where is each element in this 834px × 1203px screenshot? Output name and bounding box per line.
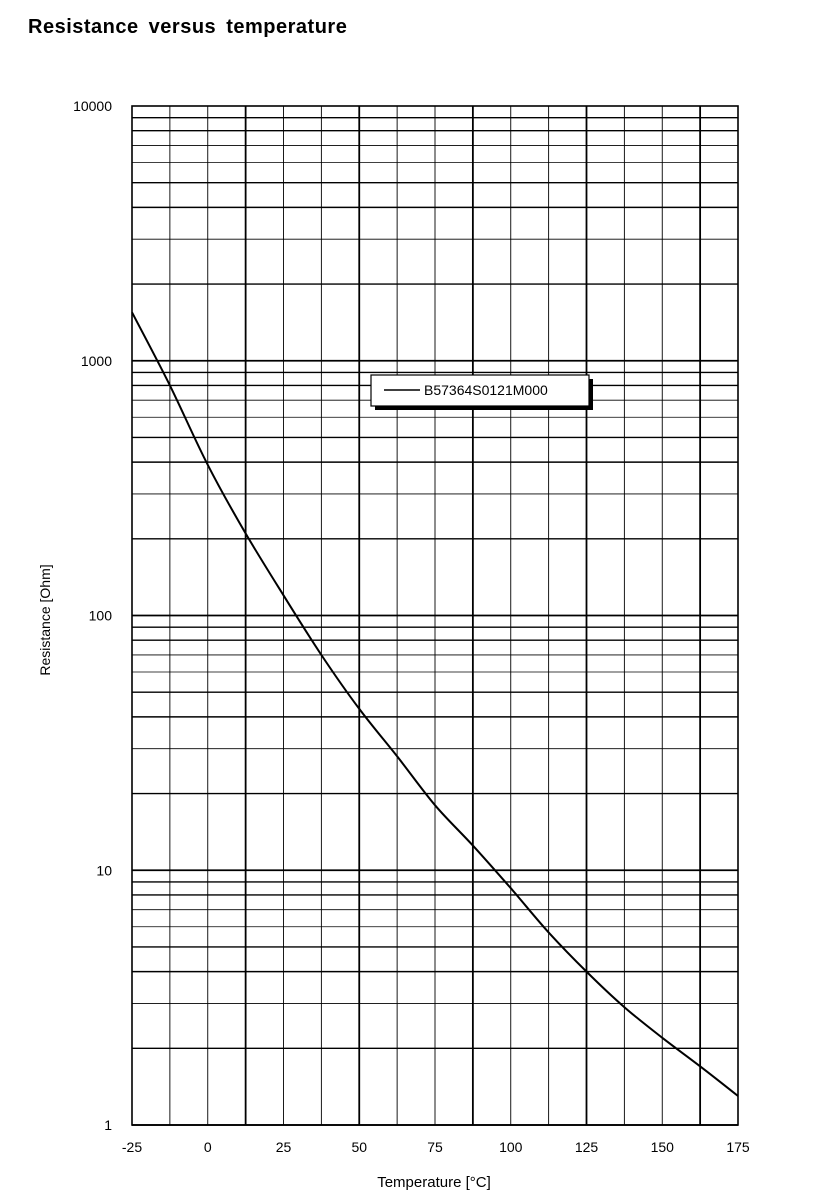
x-tick-label: 50: [351, 1139, 368, 1155]
legend: [371, 375, 593, 410]
x-tick-label: 125: [574, 1139, 599, 1155]
y-tick-label: 1: [104, 1117, 112, 1133]
y-tick-label: 10: [96, 862, 112, 879]
y-tick-label: 10000: [73, 98, 112, 114]
x-tick-label: 100: [499, 1139, 523, 1155]
chart-title: Resistance versus temperature: [28, 16, 348, 38]
x-tick-label: 175: [726, 1139, 750, 1155]
legend-label: B57364S0121M000: [424, 382, 548, 398]
grid: [132, 106, 738, 1125]
y-axis-label: Resistance [Ohm]: [37, 564, 53, 676]
x-tick-label: 75: [427, 1139, 443, 1155]
y-tick-label: 100: [88, 607, 112, 624]
x-tick-label: 25: [275, 1139, 292, 1155]
x-tick-label: -25: [121, 1139, 143, 1155]
x-tick-label: 0: [203, 1139, 212, 1155]
x-axis-label: Temperature [°C]: [377, 1174, 491, 1191]
x-tick-label: 150: [650, 1139, 674, 1155]
y-tick-label: 1000: [80, 352, 112, 369]
